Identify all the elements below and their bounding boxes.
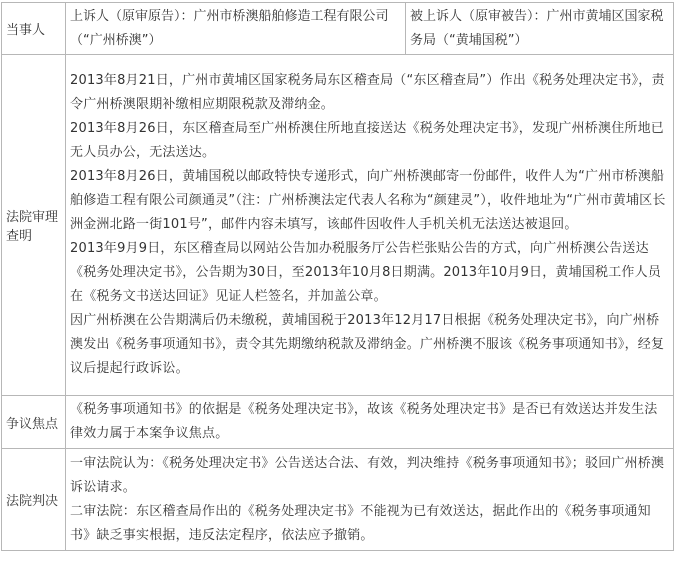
facts-paragraph: 因广州桥澳在公告期满后仍未缴税，黄埔国税于2013年12月17日根据《税务处理决定书》，向广州桥澳发出《税务事项通知书》，责令其先期缴纳税款及滞纳金。广州桥澳不服该《税务事项通知书》，经复议后提起行政诉讼。: [70, 313, 665, 376]
second-instance-text: 二审法院：东区稽查局作出的《税务处理决定书》不能视为已有效送达，据此作出的《税务事项通知书》缺乏事实根据，违反法定程序，依法应予撤销。: [70, 503, 651, 543]
facts-paragraph: 2013年8月26日，东区稽查局至广州桥澳住所地直接送达《税务处理决定书》，发现广州桥澳住所地已无人员办公，无法送达。: [70, 121, 664, 160]
facts-label: 法院审理查明: [2, 55, 66, 396]
appellee-text: 被上诉人（原审被告）：广州市黄埔区国家税务局（“黄埔国税”）: [410, 8, 664, 48]
ruling-row: [2, 449, 674, 551]
ruling-cell: [66, 449, 674, 551]
issue-label: 争议焦点: [2, 396, 66, 449]
issue-row: [2, 396, 674, 449]
appellant-cell: [66, 3, 406, 55]
facts-paragraph: 2013年8月21日，广州市黄埔区国家税务局东区稽查局（“东区稽查局”）作出《税务处理决定书》，责令广州桥澳限期补缴相应期限税款及滞纳金。: [70, 73, 665, 112]
appellant-text: 上诉人（原审原告）：广州市桥澳船舶修造工程有限公司（“广州桥澳”）: [70, 8, 389, 48]
issue-text: 《税务事项通知书》的依据是《税务处理决定书》，故该《税务处理决定书》是否已有效送达并发生法律效力属于本案争议焦点。: [70, 402, 658, 441]
appellee-cell: [406, 3, 674, 55]
issue-cell: [66, 396, 674, 449]
first-instance-text: 一审法院认为：《税务处理决定书》公告送达合法、有效，判决维持《税务事项通知书》；驳回广州桥澳诉讼请求。: [70, 455, 665, 495]
facts-paragraph: 2013年9月9日，东区稽查局以网站公告加办税服务厅公告栏张贴公告的方式，向广州桥澳公告送达《税务处理决定书》，公告期为30日，至2013年10月8日期满。2013年10月9日，黄埔国税工作人员在《税务文书送达回证》见证人栏签名，并加盖公章。: [70, 241, 662, 304]
facts-cell: [66, 55, 674, 396]
facts-row: [2, 55, 674, 396]
facts-paragraph: 2013年8月26日，黄埔国税以邮政特快专递形式，向广州桥澳邮寄一份邮件，收件人为“广州市桥澳船舶修造工程有限公司颜通灵”（注：广州桥澳法定代表人名称为“颜建灵”），收件地址为“广州市黄埔区长洲金洲北路一街101号”，邮件内容未填写，该邮件因收件人手机关机无法送达被退回。: [70, 169, 666, 232]
ruling-label: 法院判决: [2, 449, 66, 551]
parties-label: 当事人: [2, 3, 66, 55]
parties-row: [2, 3, 674, 55]
case-summary-table: [1, 2, 674, 551]
